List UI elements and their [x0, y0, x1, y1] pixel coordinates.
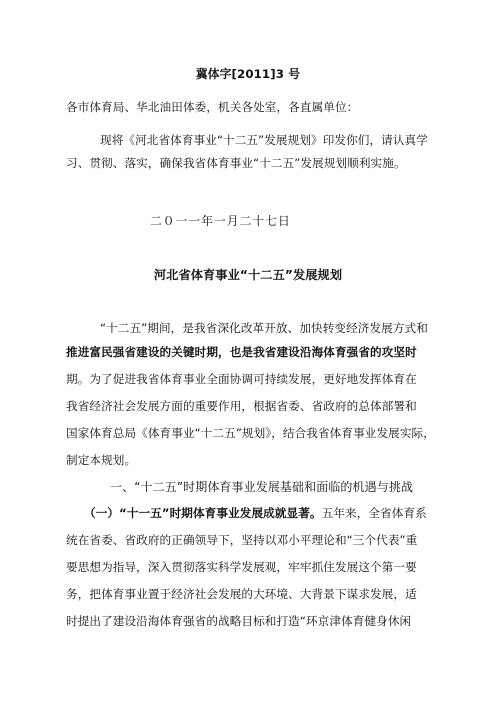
intro-line-2: 推进富民强省建设的关键时期，也是我省建设沿海体育强省的攻坚时: [66, 345, 417, 359]
subsection-heading-bold: （一）“十一五”时期体育事业发展成就显著。: [84, 506, 322, 520]
subsection-heading-rest: 五年来，全省体育系: [321, 506, 427, 520]
intro-line-3: 期。为了促进我省体育事业全面协调可持续发展，更好地发挥体育在: [66, 372, 417, 386]
intro-line-1: “十二五”期间，是我省深化改革开放、加快转变经济发展方式和: [100, 321, 428, 335]
recipients-line: 各市体育局、华北油田体委，机关各处室，各直属单位：: [66, 100, 359, 114]
intro-line-6: 制定本规划。: [66, 453, 137, 467]
body-line-3: 务，把体育事业置于经济社会发展的大环境、大背景下谋求发展，适: [66, 587, 417, 601]
body-line-1: 统在省委、省政府的正确领导下，坚持以邓小平理论和“三个代表”重: [66, 533, 418, 547]
section-heading-1: 一、“十二五”时期体育事业发展基础和面临的机遇与挑战: [110, 480, 414, 494]
subsection-heading-1: [84, 505, 427, 521]
body-line-2: 要思想为指导，深入贯彻落实科学发展观，牢牢抓住发展这个第一要: [66, 560, 417, 574]
body-line-4: 时提出了建设沿海体育强省的战略目标和打造“环京津体育健身休闲: [66, 614, 412, 628]
notice-line-1: 现将《河北省体育事业“十二五”发展规划》印发你们，请认真学: [100, 133, 428, 147]
intro-line-5: 国家体育总局《体育事业“十二五”规划》，结合我省体育事业发展实际，: [66, 426, 435, 440]
notice-line-2: 习、贯彻、落实，确保我省体育事业“十二五”发展规划顺利实施。: [66, 156, 406, 170]
issue-date: 二０一一年一月二十七日: [150, 214, 291, 228]
document-number: 冀体字[2011]3 号: [195, 67, 301, 81]
intro-line-4: 我省经济社会发展方面的重要作用，根据省委、省政府的总体部署和: [66, 399, 417, 413]
plan-title: 河北省体育事业“十二五”发展规划: [153, 268, 343, 282]
